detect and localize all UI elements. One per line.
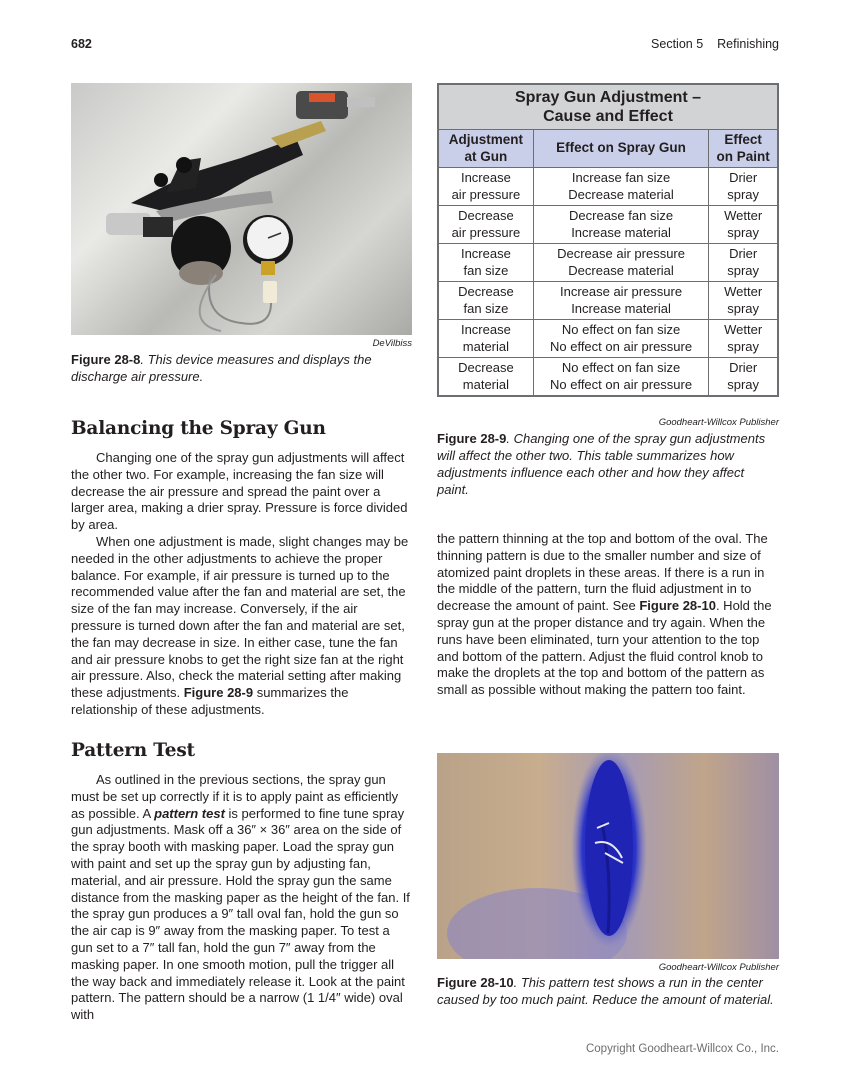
figure-label: Figure 28-9 (437, 431, 507, 446)
figure-reference: Figure 28-9 (183, 685, 254, 701)
pattern-test-paragraph-1: As outlined in the previous sections, the spray gun must be set up correctly if it is to apply paint as efficiently as possible. A pattern test is performed to fine tune spray gun adjustments. Mask off a 36″ × 36″ area on the side of the spray booth with masking paper. Load the spray gun with paint and set up the spray gun by adjusting fan, material, and air pressure. Hold the spray gun the same distance from the masking paper as the height of the fan. If the spray gun produces a 9″ tall oval fan, hold the gun so the air cap is 9″ away from the masking paper. To test a gun set to a 7″ tall fan, hold the gun 7″ away from the masking paper. In one smooth motion, pull the trigger all the way back and immediately release it. Look at the paint pattern. The pattern should be a narrow (1 1/4″ wide) oval with (71, 772, 410, 1023)
key-term: pattern test (154, 805, 225, 821)
pattern-test-continued (437, 531, 779, 699)
column-header-effect-paint: Effect on Paint (709, 130, 778, 168)
pattern-test-body (71, 772, 411, 1024)
figure-28-9-credit: Goodheart-Willcox Publisher (658, 417, 779, 428)
figure-28-9-table (437, 83, 779, 397)
paint-pattern-illustration (437, 753, 779, 959)
figure-reference: Figure 28-10 (639, 598, 716, 614)
section-title: Refinishing (717, 37, 779, 51)
figure-28-9-caption (437, 430, 779, 498)
figure-28-10-caption (437, 974, 779, 1008)
balancing-paragraph-2: When one adjustment is made, slight changes may be needed in the other adjustments to achieve the proper balance. For example, if air pressure is turned up to the recommended value after the fan and material are set, the size of the fan may increase. Conversely, if the air pressure is turned down after the fan and material are set, the fan may decrease in size. In either case, tune the fan and air pressure knobs to get the right size fan at the right air pressure. Also, check the material setting after making these adjustments. Figure 28-9 summarizes the relationship of these adjustments. (71, 533, 409, 717)
section-heading-balancing: Balancing the Spray Gun (71, 418, 326, 439)
figure-label: Figure 28-10 (437, 975, 514, 990)
balancing-paragraph-1: Changing one of the spray gun adjustments will affect the other two. For example, increasing the fan size will decrease the air pressure and spread the paint over a larger area, making a drier spray. Pressure is force divided by area. (71, 450, 408, 533)
table-row: Increase material No effect on fan size No effect on air pressure Wetter spray (438, 320, 778, 358)
figure-label: Figure 28-8 (71, 352, 141, 367)
pattern-test-paragraph-2: the pattern thinning at the top and bottom of the oval. The thinning pattern is due to the smaller number and size of atomized paint droplets in these areas. If there is a run in the middle of the pattern, turn the fluid adjustment in to decrease the amount of paint. See Figure 28-10. Hold the spray gun at the proper distance and try again. When the runs have been eliminated, turn your attention to the top and bottom of the pattern. Adjust the fluid control knob to make the droplets at the top and bottom of the pattern as small as possible without making the pattern too faint. (437, 531, 772, 698)
copyright-notice: Copyright Goodheart-Willcox Co., Inc. (585, 1043, 779, 1055)
running-header (651, 37, 779, 51)
caption-text: . This pattern test shows a run in the center caused by too much paint. Reduce the amount of material. (437, 975, 774, 1007)
figure-28-10-photo (437, 753, 779, 959)
figure-28-8-photo (71, 83, 412, 335)
figure-28-10-credit: Goodheart-Willcox Publisher (658, 962, 779, 973)
figure-28-8-caption (71, 351, 416, 385)
column-header-adjustment: Adjustment at Gun (438, 130, 533, 168)
table-row: Increase air pressure Increase fan size Decrease material Drier spray (438, 168, 778, 206)
spray-gun-illustration (71, 83, 412, 335)
table-row: Decrease air pressure Decrease fan size Increase material Wetter spray (438, 206, 778, 244)
table-row: Decrease fan size Increase air pressure Increase material Wetter spray (438, 282, 778, 320)
page-number: 682 (71, 37, 92, 51)
table-row: Decrease material No effect on fan size No effect on air pressure Drier spray (438, 358, 778, 397)
column-header-effect-gun: Effect on Spray Gun (533, 130, 708, 168)
table-title: Spray Gun Adjustment – Cause and Effect (438, 84, 778, 130)
table-row: Increase fan size Decrease air pressure Decrease material Drier spray (438, 244, 778, 282)
caption-text: . Changing one of the spray gun adjustments will affect the other two. This table summarizes how adjustments influence each other and how they affect paint. (437, 431, 766, 497)
caption-text: . This device measures and displays the discharge air pressure. (71, 352, 372, 384)
balancing-body (71, 450, 411, 719)
figure-28-8-credit: DeVilbiss (372, 338, 412, 349)
section-heading-pattern-test: Pattern Test (71, 740, 195, 761)
section-number: Section 5 (651, 37, 704, 51)
